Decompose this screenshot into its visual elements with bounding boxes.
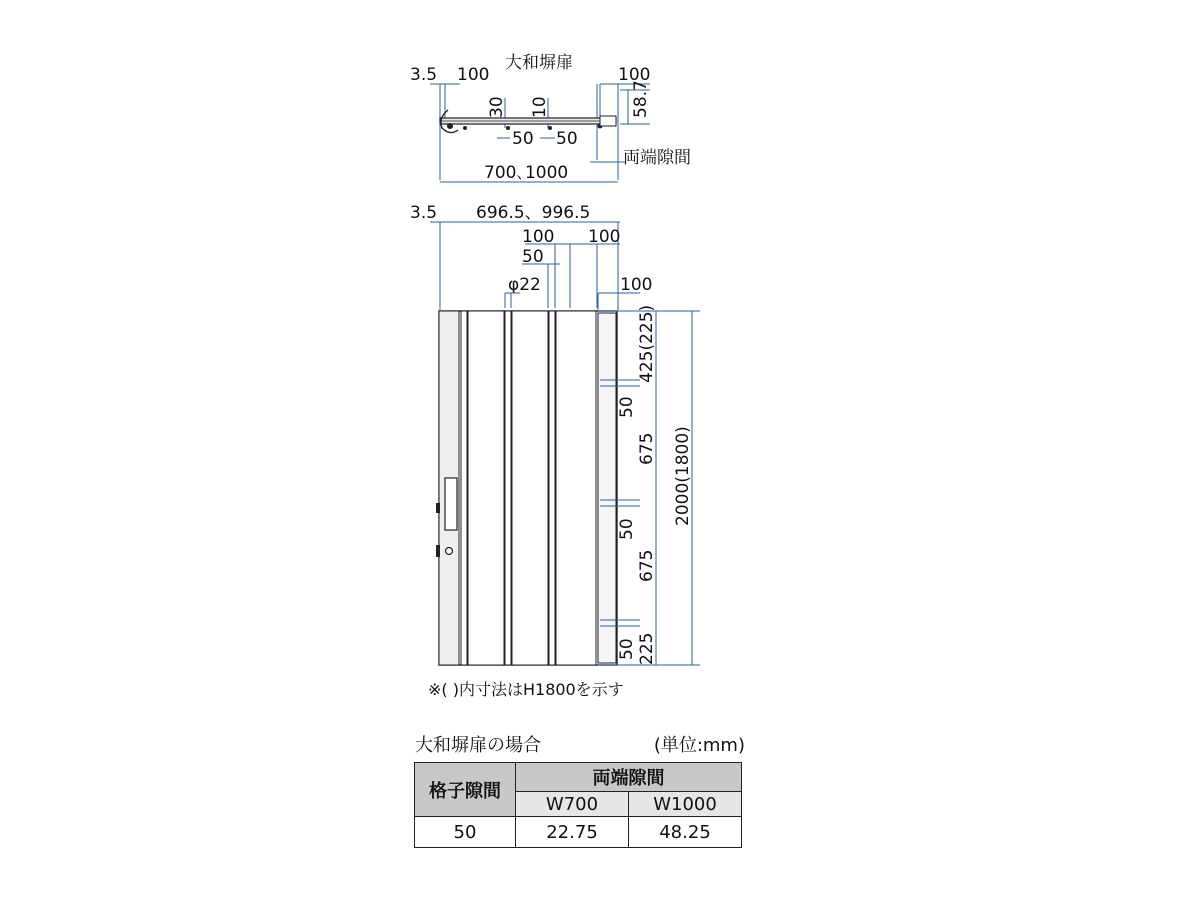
plan-dim-100-right: 100 (618, 65, 651, 85)
elev-overall-width: 696.5、996.5 (476, 203, 591, 223)
table-unit: (単位:mm) (653, 735, 745, 756)
plan-dim-100-left: 100 (457, 65, 490, 85)
cell-w1000: 48.25 (629, 817, 742, 848)
plan-dim-3-5: 3.5 (410, 65, 438, 85)
elev-dim-phi22: φ22 (508, 275, 541, 295)
table-caption-row (415, 731, 745, 757)
plan-dim-10: 10 (530, 96, 550, 118)
cell-w700: 22.75 (516, 817, 629, 848)
elev-dim-675-a: 675 (637, 432, 657, 465)
elev-dim-225: 225 (637, 632, 657, 665)
plan-gap-label: 両端隙間 (623, 148, 691, 168)
elev-dim-height: 2000(1800) (673, 426, 693, 526)
elev-dim-675-b: 675 (637, 549, 657, 582)
elev-dim-425: 425(225) (637, 304, 657, 383)
plan-dim-50-a: 50 (512, 129, 534, 149)
plan-dim-30: 30 (487, 96, 507, 118)
table-row (415, 817, 742, 848)
elev-dim-50-c: 50 (617, 638, 637, 660)
plan-title: 大和塀扉 (505, 53, 573, 73)
plan-dim-50-b: 50 (556, 129, 578, 149)
elev-dim-50: 50 (522, 247, 544, 267)
elev-dim-100-b: 100 (588, 227, 621, 247)
elevation-view (410, 203, 700, 699)
header-w700: W700 (516, 792, 629, 817)
elev-dim-50-b: 50 (617, 518, 637, 540)
header-lattice-gap: 格子隙間 (415, 763, 516, 817)
elev-dim-50-a: 50 (617, 396, 637, 418)
elev-dim-100-a: 100 (522, 227, 555, 247)
table-caption: 大和塀扉の場合 (415, 735, 541, 756)
gap-spec-table (414, 762, 742, 848)
elev-dim-100-c: 100 (620, 275, 653, 295)
plan-view (410, 53, 691, 183)
elev-dim-3-5: 3.5 (410, 203, 438, 223)
elev-note: ※( )内寸法はH1800を示す (428, 680, 624, 699)
plan-width: 700､1000 (484, 163, 569, 183)
header-end-gap: 両端隙間 (516, 763, 742, 792)
header-w1000: W1000 (629, 792, 742, 817)
cell-lattice: 50 (415, 817, 516, 848)
plan-dim-58-7: 58.7 (631, 80, 651, 118)
